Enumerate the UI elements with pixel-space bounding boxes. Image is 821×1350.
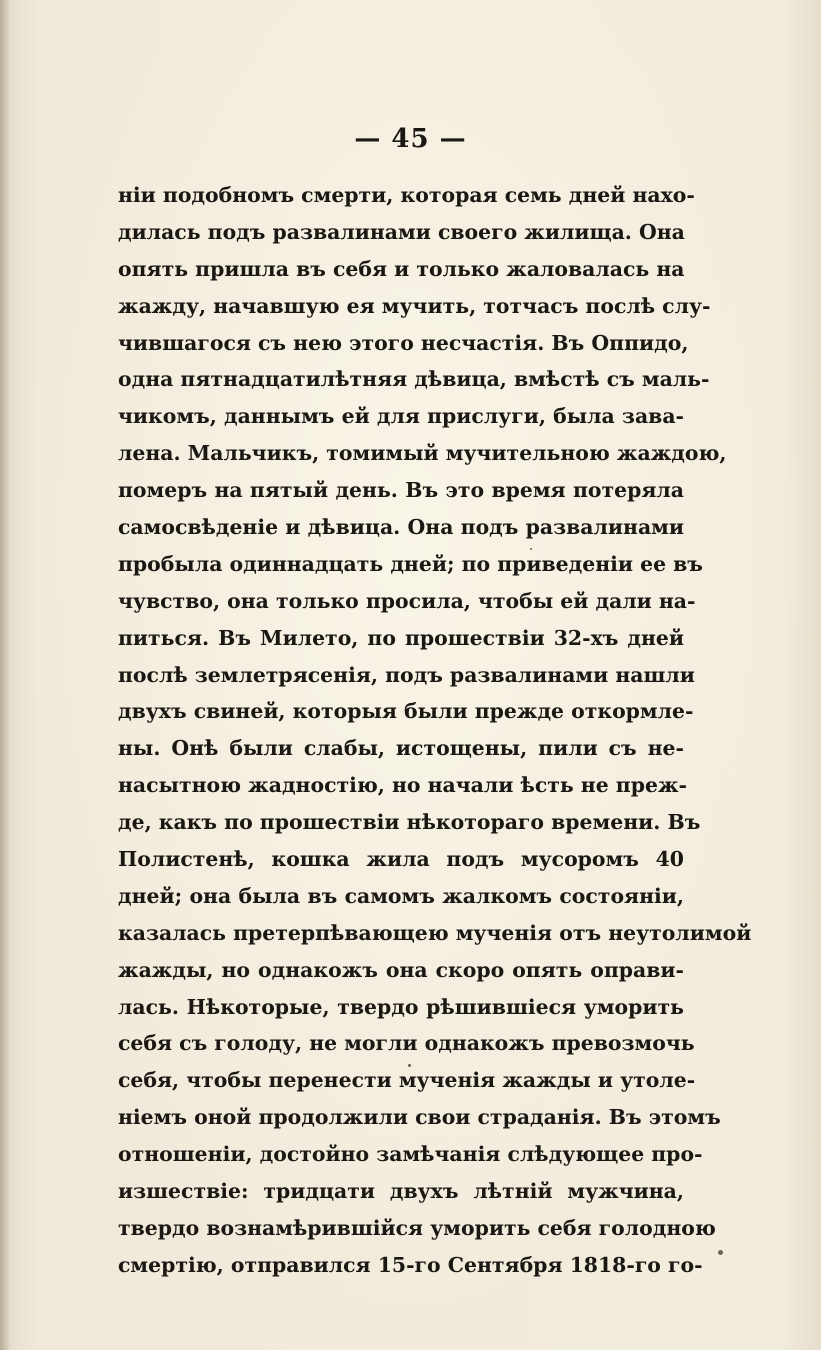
- paper-speck: [718, 1250, 723, 1255]
- text-line: твердо вознамѣрившiйся уморить себя голодною: [118, 1215, 716, 1240]
- paper-speck: [530, 548, 532, 550]
- text-line: дней; она была въ самомъ жалкомъ состоянiи,: [118, 883, 684, 908]
- text-line: лась. Нѣкоторые, твердо рѣшившiеся уморить: [118, 994, 684, 1019]
- text-line: одна пятнадцатилѣтняя дѣвица, вмѣстѣ съ маль-: [118, 367, 710, 392]
- text-line: насытною жадностiю, но начали ѣсть не преж-: [118, 773, 688, 798]
- page-number: — 45 —: [354, 124, 467, 154]
- text-line: де, какъ по прошествiи нѣкотораго времени. Въ: [118, 810, 701, 835]
- text-line: опять пришла въ себя и только жаловалась на: [118, 256, 685, 281]
- text-line: себя съ голоду, не могли однакожъ превозмочь: [118, 1031, 695, 1056]
- text-line: двухъ свиней, которыя были прежде откормле-: [118, 699, 694, 724]
- text-line: жажду, начавшую ея мучить, тотчасъ послѣ слу-: [118, 293, 711, 318]
- text-line: себя, чтобы перенести мученiя жажды и утоле-: [118, 1068, 696, 1093]
- text-line: лена. Мальчикъ, томимый мучительною жаждою,: [118, 441, 727, 466]
- text-line: чувство, она только просила, чтобы ей дали на-: [118, 588, 696, 613]
- text-line: чившагося съ нею этого несчастiя. Въ Оппидо,: [118, 330, 689, 355]
- text-line: ны. Онѣ были слабы, истощены, пили съ не-: [118, 736, 684, 761]
- text-line: Полистенѣ, кошка жила подъ мусоромъ 40: [118, 847, 684, 872]
- paper-speck: [408, 1064, 411, 1067]
- text-line: нiемъ оной продолжили свои страданiя. Въ этомъ: [118, 1105, 721, 1130]
- text-line: отношенiи, достойно замѣчанiя слѣдующее про-: [118, 1142, 703, 1167]
- text-line: послѣ землетрясенiя, подъ развалинами нашли: [118, 662, 695, 687]
- text-line: смертiю, отправился 15-го Сентября 1818-го го-: [118, 1252, 703, 1277]
- body-text: [118, 177, 752, 1284]
- text-line: жажды, но однакожъ она скоро опять оправи-: [118, 957, 684, 982]
- page-binding-edge: [0, 0, 10, 1350]
- text-line: померъ на пятый день. Въ это время потеряла: [118, 478, 684, 503]
- text-line: пробыла одиннадцать дней; по приведенiи ее въ: [118, 551, 703, 576]
- text-line: дилась подъ развалинами своего жилища. Она: [118, 219, 685, 244]
- text-line: питься. Въ Милето, по прошествiи 32-хъ дней: [118, 625, 684, 650]
- text-line: самосвѣденiе и дѣвица. Она подъ развалинами: [118, 515, 684, 540]
- text-line: казалась претерпѣвающею мученiя отъ неутолимой: [118, 920, 752, 945]
- text-line: нiи подобномъ смерти, которая семь дней нахо-: [118, 183, 695, 207]
- text-line: чикомъ, даннымъ ей для прислуги, была зава-: [118, 404, 684, 429]
- text-line: изшествiе: тридцати двухъ лѣтнiй мужчина,: [118, 1179, 684, 1204]
